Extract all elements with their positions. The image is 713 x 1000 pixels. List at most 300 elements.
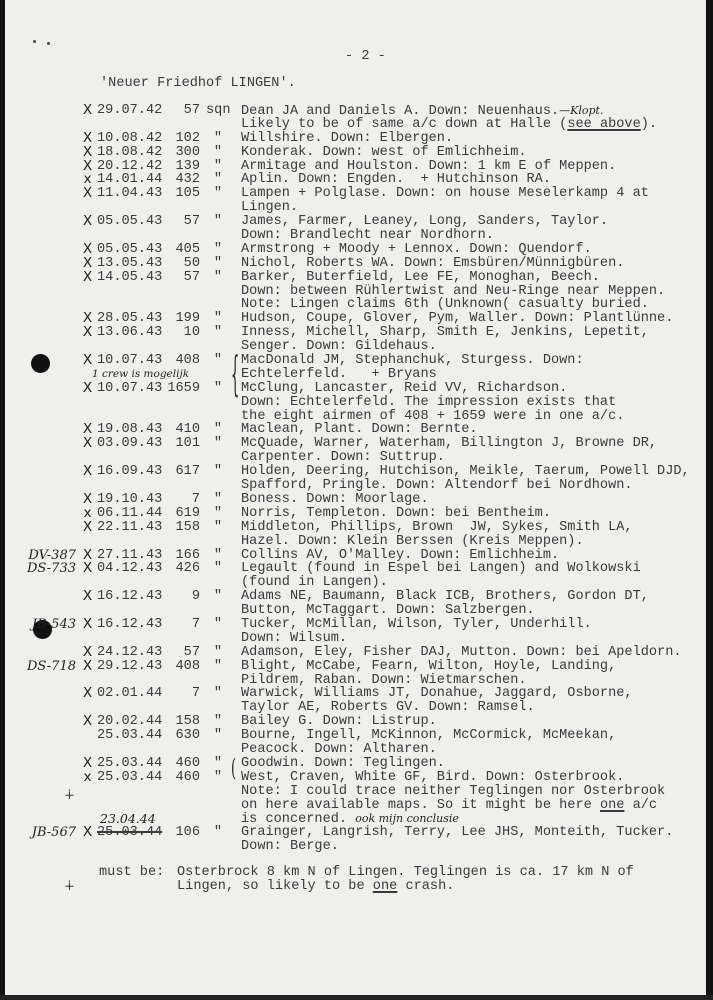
page-number: - 2 - — [345, 49, 386, 64]
entry-text — [241, 549, 559, 563]
ditto-mark: " — [213, 728, 223, 744]
text-segment: Middleton, Phillips, Brown JW, Sykes, Smith LA, — [241, 519, 633, 535]
entry-line — [0, 546, 713, 563]
squadron-number: 106 — [175, 825, 200, 841]
entry-text — [241, 576, 388, 590]
entry-date: 16.12.43 — [97, 589, 163, 605]
text-segment: Hazel. Down: Klein Berssen (Kreis Meppen). — [241, 533, 584, 549]
check-mark-x: X — [82, 102, 93, 118]
ditto-mark: sqn — [206, 103, 231, 118]
check-mark-x: X — [82, 240, 93, 257]
ditto-mark: " — [213, 380, 223, 396]
entry-date: 19.10.43 — [97, 491, 163, 507]
entry-row — [0, 215, 713, 243]
entry-date: 06.11.44 — [97, 505, 163, 521]
squadron-number: 405 — [175, 241, 200, 257]
reference-code: JB-567 — [31, 825, 76, 841]
entry-line — [0, 799, 713, 813]
entry-date: 25.03.44 — [97, 769, 163, 785]
ditto-mark: " — [213, 561, 223, 577]
text-segment: Collins AV, O'Malley. Down: Emlichheim. — [241, 547, 560, 563]
speck — [33, 40, 36, 43]
text-segment: Aplin. Down: Engden. + Hutchinson RA. — [241, 172, 551, 188]
entry-date: 10.07.43 — [97, 353, 163, 369]
entry-text — [241, 118, 657, 132]
text-segment: Maclean, Plant. Down: Bernte. — [241, 422, 478, 438]
squadron-number: 9 — [191, 589, 200, 605]
entry-line — [0, 437, 713, 451]
squadron-number: 57 — [183, 214, 200, 230]
entry-text — [241, 146, 527, 160]
entry-date: 27.11.43 — [97, 547, 163, 563]
entry-text — [241, 535, 584, 549]
footnote-line — [177, 880, 634, 894]
check-mark-x: X — [82, 268, 93, 285]
squadron-number: 166 — [175, 547, 200, 563]
ditto-mark: " — [213, 255, 223, 271]
entry-date: 28.05.43 — [97, 311, 163, 327]
entry-line — [0, 215, 713, 229]
entry-date: 13.06.43 — [97, 325, 163, 341]
entry-text — [241, 298, 649, 312]
entry-line — [0, 379, 713, 396]
reference-code: DS-733 — [26, 561, 76, 577]
scan-edge-bottom — [0, 995, 713, 1000]
entry-row — [0, 129, 713, 146]
text-segment: Down: Brandlecht near Nordhorn. — [241, 228, 494, 244]
check-mark-x: X — [82, 352, 93, 369]
entry-text — [241, 826, 673, 840]
entry-line — [0, 840, 713, 854]
entry-line — [0, 576, 713, 590]
entry-row — [0, 615, 713, 646]
entry-date: 10.08.42 — [97, 130, 163, 146]
squadron-number: 408 — [175, 353, 200, 369]
entry-text — [241, 687, 633, 701]
entry-text — [241, 465, 690, 479]
check-mark-x: X — [82, 490, 93, 507]
check-mark-x: X — [82, 754, 93, 771]
ditto-mark: " — [213, 505, 223, 521]
ditto-mark: " — [213, 130, 223, 146]
check-mark-x: X — [82, 824, 93, 841]
check-mark-x: X — [82, 463, 93, 480]
entry-line — [0, 632, 713, 646]
entry-line — [0, 143, 713, 160]
entry-line — [0, 254, 713, 271]
underlined-text: one — [599, 797, 625, 813]
entry-text — [241, 479, 633, 493]
text-segment: Taylor AE, Roberts GV. Down: Ramsel. — [241, 700, 535, 716]
reference-code: JB-543 — [31, 616, 76, 632]
entry-line — [0, 743, 713, 757]
entry-text — [241, 451, 445, 465]
text-segment: Armitage and Houlston. Down: 1 km E of Meppen. — [241, 158, 617, 174]
entry-line — [0, 715, 713, 729]
squadron-number: 105 — [175, 186, 200, 202]
handwritten-margin-note: 1 crew is mogelijk — [92, 367, 190, 380]
ditto-mark: " — [213, 547, 223, 563]
ditto-mark: " — [213, 755, 223, 771]
text-segment: Likely to be of same a/c down at Halle ( — [241, 116, 568, 132]
text-segment: Echtelerfeld. + Bryans — [241, 366, 437, 382]
footnote-label: must be: — [99, 865, 165, 880]
check-mark-x: X — [82, 643, 93, 660]
squadron-number: 410 — [175, 422, 200, 438]
squadron-number: 426 — [175, 561, 200, 577]
ditto-mark: " — [213, 422, 223, 438]
check-mark-x: X — [82, 213, 93, 230]
entry-row — [0, 173, 713, 187]
check-mark-x: X — [82, 657, 93, 674]
reference-code: DS-718 — [26, 658, 76, 674]
entry-row — [0, 490, 713, 507]
underlined-text: one — [372, 878, 398, 894]
entry-date: 25.03.44 — [97, 825, 163, 841]
entry-text — [241, 646, 682, 660]
check-mark-x: X — [82, 324, 93, 341]
text-segment: Lingen, so likely to be — [177, 878, 373, 894]
text-segment: Barker, Buterfield, Lee FE, Monoghan, Beech. — [241, 269, 600, 285]
entry-row — [0, 423, 713, 437]
text-segment: the eight airmen of 408 + 1659 were in one a/c. — [241, 408, 625, 424]
ditto-mark: " — [213, 172, 223, 188]
text-segment: Warwick, Williams JT, Donahue, Jaggard, Osborne, — [241, 686, 633, 702]
entry-row — [0, 657, 713, 688]
check-mark-x: X — [82, 560, 93, 577]
entry-text — [241, 285, 665, 299]
ditto-mark: " — [213, 825, 223, 841]
check-mark-x: X — [82, 143, 93, 160]
entry-row — [0, 143, 713, 160]
entry-line — [0, 298, 713, 312]
text-segment: Willshire. Down: Elbergen. — [241, 130, 454, 146]
entry-line — [0, 783, 713, 803]
entry-text — [241, 368, 437, 382]
ditto-mark: " — [213, 436, 223, 452]
handwritten-note: ook mijn conclusie — [355, 812, 459, 826]
entry-text — [241, 271, 600, 285]
entry-text — [241, 743, 437, 757]
entry-line — [0, 129, 713, 146]
entry-date: 05.05.43 — [97, 214, 163, 230]
entry-text — [241, 160, 616, 174]
entry-line — [0, 535, 713, 549]
squadron-number: 630 — [175, 728, 200, 744]
text-segment: Goodwin. Down: Teglingen. — [241, 755, 445, 771]
text-segment: Down: between Rühlertwist and Neu-Ringe near Meppen. — [241, 283, 666, 299]
squadron-number: 432 — [175, 172, 200, 188]
text-segment: Pildrem, Raban. Down: Wietmarschen. — [241, 672, 527, 688]
entry-line — [0, 173, 713, 187]
check-mark-x: X — [82, 713, 93, 730]
squadron-number: 199 — [175, 311, 200, 327]
ditto-mark: " — [213, 769, 223, 785]
check-mark-x: X — [82, 685, 93, 702]
text-segment: Legault (found in Espel bei Langen) and Wolkowski — [241, 561, 641, 577]
entry-line — [0, 410, 713, 424]
entry-date: 14.01.44 — [97, 172, 163, 188]
check-mark-x: X — [82, 588, 93, 605]
text-segment: a/c — [624, 797, 658, 813]
text-segment: Konderak. Down: west of Emlichheim. — [241, 144, 527, 160]
entry-line — [0, 465, 713, 479]
squadron-number: 102 — [175, 130, 200, 146]
text-segment: Osterbrock 8 km N of Lingen. Teglingen is ca. 17 km N of — [177, 865, 634, 880]
squadron-number: 50 — [183, 255, 200, 271]
entry-line — [0, 368, 713, 382]
entry-date: 14.05.43 — [97, 269, 163, 285]
text-segment: Peacock. Down: Altharen. — [241, 741, 437, 757]
squadron-number: 408 — [175, 658, 200, 674]
entry-row — [0, 240, 713, 257]
entry-text — [241, 507, 551, 521]
entry-line — [0, 490, 713, 507]
handwritten-corrected-date: 23.04.44 — [100, 811, 156, 827]
entry-row — [0, 687, 713, 715]
squadron-number: 460 — [175, 769, 200, 785]
entry-text — [241, 423, 478, 437]
squadron-number: 7 — [191, 616, 200, 632]
squadron-number: 460 — [175, 755, 200, 771]
entry-date: 22.11.43 — [97, 519, 163, 535]
text-segment: Tucker, McMillan, Wilson, Tyler, Underhill. — [241, 616, 592, 632]
entry-text — [241, 562, 641, 576]
entry-text — [241, 493, 429, 507]
entry-line — [0, 701, 713, 715]
entry-line — [0, 312, 713, 326]
check-mark-x: X — [82, 310, 93, 327]
entry-row — [0, 715, 713, 729]
squadron-number: 139 — [175, 158, 200, 174]
entry-text — [241, 382, 567, 396]
text-segment: Holden, Deering, Hutchison, Meikle, Taerum, Powell DJD, — [241, 464, 690, 480]
entry-text — [241, 632, 347, 646]
entry-date: 10.07.43 — [97, 380, 163, 396]
ditto-mark: " — [213, 491, 223, 507]
check-mark-x: x — [83, 768, 92, 785]
entry-text — [241, 437, 657, 451]
text-segment: Blight, McCabe, Fearn, Wilton, Hoyle, Landing, — [241, 658, 617, 674]
handwritten-note: —Klopt. — [559, 104, 604, 117]
entry-line — [0, 590, 713, 604]
ditto-mark: " — [213, 311, 223, 327]
text-segment: Button, McTaggart. Down: Salzbergen. — [241, 603, 535, 619]
entry-date: 25.03.44 — [97, 755, 163, 771]
entry-text — [241, 660, 616, 674]
entry-line — [0, 643, 713, 660]
entry-row — [0, 465, 713, 493]
text-segment: Adamson, Eley, Fisher DAJ, Mutton. Down: bei Apeldorn. — [241, 644, 682, 660]
text-segment: on here available maps. So it might be here — [241, 797, 600, 813]
ditto-mark: " — [213, 658, 223, 674]
document-title: 'Neuer Friedhof LINGEN'. — [100, 76, 296, 91]
ditto-mark: " — [213, 589, 223, 605]
entry-line — [0, 451, 713, 465]
entry-date: 04.12.43 — [97, 561, 163, 577]
entry-line — [0, 657, 713, 674]
ditto-mark: " — [213, 519, 223, 535]
entry-line — [0, 240, 713, 257]
footnote — [64, 865, 634, 922]
entry-row — [0, 437, 713, 465]
entry-row — [0, 157, 713, 174]
entry-line — [0, 340, 713, 354]
entry-text — [241, 243, 592, 257]
entry-row — [0, 254, 713, 271]
entry-line — [0, 268, 713, 285]
entry-line — [0, 104, 713, 118]
entry-date: 29.12.43 — [97, 658, 163, 674]
entry-line — [0, 187, 713, 201]
text-segment: (found in Langen). — [241, 575, 388, 591]
underlined-text: see above — [567, 116, 641, 132]
check-mark-x: X — [82, 379, 93, 396]
entry-row — [0, 504, 713, 521]
entry-date: 03.09.43 — [97, 436, 163, 452]
entry-row — [0, 590, 713, 618]
ditto-mark: " — [213, 353, 223, 369]
text-segment: Hudson, Coupe, Glover, Pym, Waller. Down: Plantlünne. — [241, 311, 674, 327]
entry-row — [0, 518, 713, 549]
entry-line — [0, 687, 713, 701]
entry-date: 20.12.42 — [97, 158, 163, 174]
entry-line — [0, 157, 713, 174]
entry-line — [0, 396, 713, 410]
entry-line — [0, 562, 713, 576]
squadron-number: 57 — [183, 103, 200, 118]
text-segment: Adams NE, Baumann, Black ICB, Brothers, Gordon DT, — [241, 589, 649, 605]
bracket-mark: { — [231, 350, 240, 405]
text-segment: Dean JA and Daniels A. Down: Neuenhaus. — [241, 104, 560, 119]
squadron-number: 101 — [175, 436, 200, 452]
footnote-symbol: ∔ — [64, 878, 75, 894]
text-segment: ). — [640, 116, 658, 132]
entry-text — [241, 701, 535, 715]
entry-line — [0, 615, 713, 632]
entry-text — [241, 312, 673, 326]
check-mark-x: X — [82, 518, 93, 535]
entry-line — [0, 423, 713, 437]
check-mark-x: X — [82, 615, 93, 632]
entry-text — [241, 674, 527, 688]
squadron-number: 57 — [183, 644, 200, 660]
ditto-mark: " — [213, 269, 223, 285]
ditto-mark: " — [213, 186, 223, 202]
entry-date: 24.12.43 — [97, 644, 163, 660]
footnote-symbol: ∔ — [64, 787, 75, 803]
check-mark-x: X — [82, 254, 93, 271]
entry-date: 02.01.44 — [97, 686, 163, 702]
text-segment: Carpenter. Down: Suttrup. — [241, 450, 445, 466]
ditto-mark: " — [213, 616, 223, 632]
entry-text — [241, 729, 616, 743]
entry-row — [0, 729, 713, 757]
entry-text — [241, 590, 649, 604]
squadron-number: 158 — [175, 714, 200, 730]
entry-text — [241, 771, 624, 785]
entry-date: 18.08.42 — [97, 144, 163, 160]
text-segment: Down: Echtelerfeld. The impression exists that — [241, 394, 617, 410]
ditto-mark: " — [213, 241, 223, 257]
entry-date: 19.08.43 — [97, 422, 163, 438]
check-mark-x: x — [83, 504, 92, 521]
entry-date: 05.05.43 — [97, 241, 163, 257]
entry-text — [241, 257, 624, 271]
entry-text — [241, 132, 453, 146]
text-segment: James, Farmer, Leaney, Long, Sanders, Taylor. — [241, 214, 609, 230]
speck — [47, 42, 50, 45]
squadron-number: 300 — [175, 144, 200, 160]
squadron-number: 57 — [183, 269, 200, 285]
entry-text — [241, 521, 633, 535]
entry-text — [241, 799, 657, 813]
entry-line — [0, 326, 713, 340]
entry-line — [0, 674, 713, 688]
entry-line — [0, 604, 713, 618]
text-segment: Note: I could trace neither Teglingen nor Osterbrook — [241, 783, 666, 799]
entry-row — [0, 546, 713, 563]
entry-row — [0, 104, 713, 132]
entry-date: 11.04.43 — [97, 186, 163, 202]
check-mark-x: X — [82, 546, 93, 563]
entry-text — [241, 173, 551, 187]
ditto-mark: " — [213, 158, 223, 174]
text-segment: Boness. Down: Moorlage. — [241, 491, 429, 507]
squadron-number: 1659 — [167, 380, 200, 396]
text-segment: Note: Lingen claims 6th (Unknown( casualty buried. — [241, 297, 649, 313]
entry-line — [0, 768, 713, 785]
ditto-mark: " — [213, 464, 223, 480]
entry-row — [0, 643, 713, 660]
entry-text — [241, 396, 616, 410]
entry-text — [241, 354, 584, 368]
text-segment: Lampen + Polglase. Down: on house Meselerkamp 4 at — [241, 186, 649, 202]
entry-text — [241, 410, 624, 424]
entry-text — [241, 215, 608, 229]
squadron-number: 619 — [175, 505, 200, 521]
check-mark-x: x — [83, 171, 92, 188]
reference-code: DV-387 — [28, 547, 76, 563]
text-segment: Grainger, Langrish, Terry, Lee JHS, Monteith, Tucker. — [241, 825, 674, 841]
entry-row — [0, 187, 713, 215]
entry-line — [0, 729, 713, 743]
entry-date: 16.09.43 — [97, 464, 163, 480]
ditto-mark: " — [213, 214, 223, 230]
squadron-number: 7 — [191, 491, 200, 507]
entry-date: 25.03.44 — [97, 728, 163, 744]
ditto-mark: " — [213, 714, 223, 730]
text-segment: West, Craven, White GF, Bird. Down: Osterbrook. — [241, 769, 625, 785]
bracket-mark: ( — [231, 754, 237, 784]
entry-line — [0, 479, 713, 493]
check-mark-x: X — [82, 435, 93, 452]
squadron-number: 617 — [175, 464, 200, 480]
text-segment: Down: Wilsum. — [241, 630, 348, 646]
entry-date: 29.07.42 — [97, 103, 163, 118]
entry-date: 16.12.43 — [97, 616, 163, 632]
entry-row — [0, 268, 713, 313]
entry-line — [0, 118, 713, 132]
text-segment: Nichol, Roberts WA. Down: Emsbüren/Münnigbüren. — [241, 255, 625, 271]
text-segment: McClung, Lancaster, Reid VV, Richardson. — [241, 380, 568, 396]
text-segment: Inness, Michell, Sharp, Smith E, Jenkins, Lepetit, — [241, 325, 649, 341]
entry-row — [0, 379, 713, 424]
entry-text — [241, 618, 592, 632]
entry-line — [0, 518, 713, 535]
entry-text — [241, 840, 339, 854]
ditto-mark: " — [213, 686, 223, 702]
